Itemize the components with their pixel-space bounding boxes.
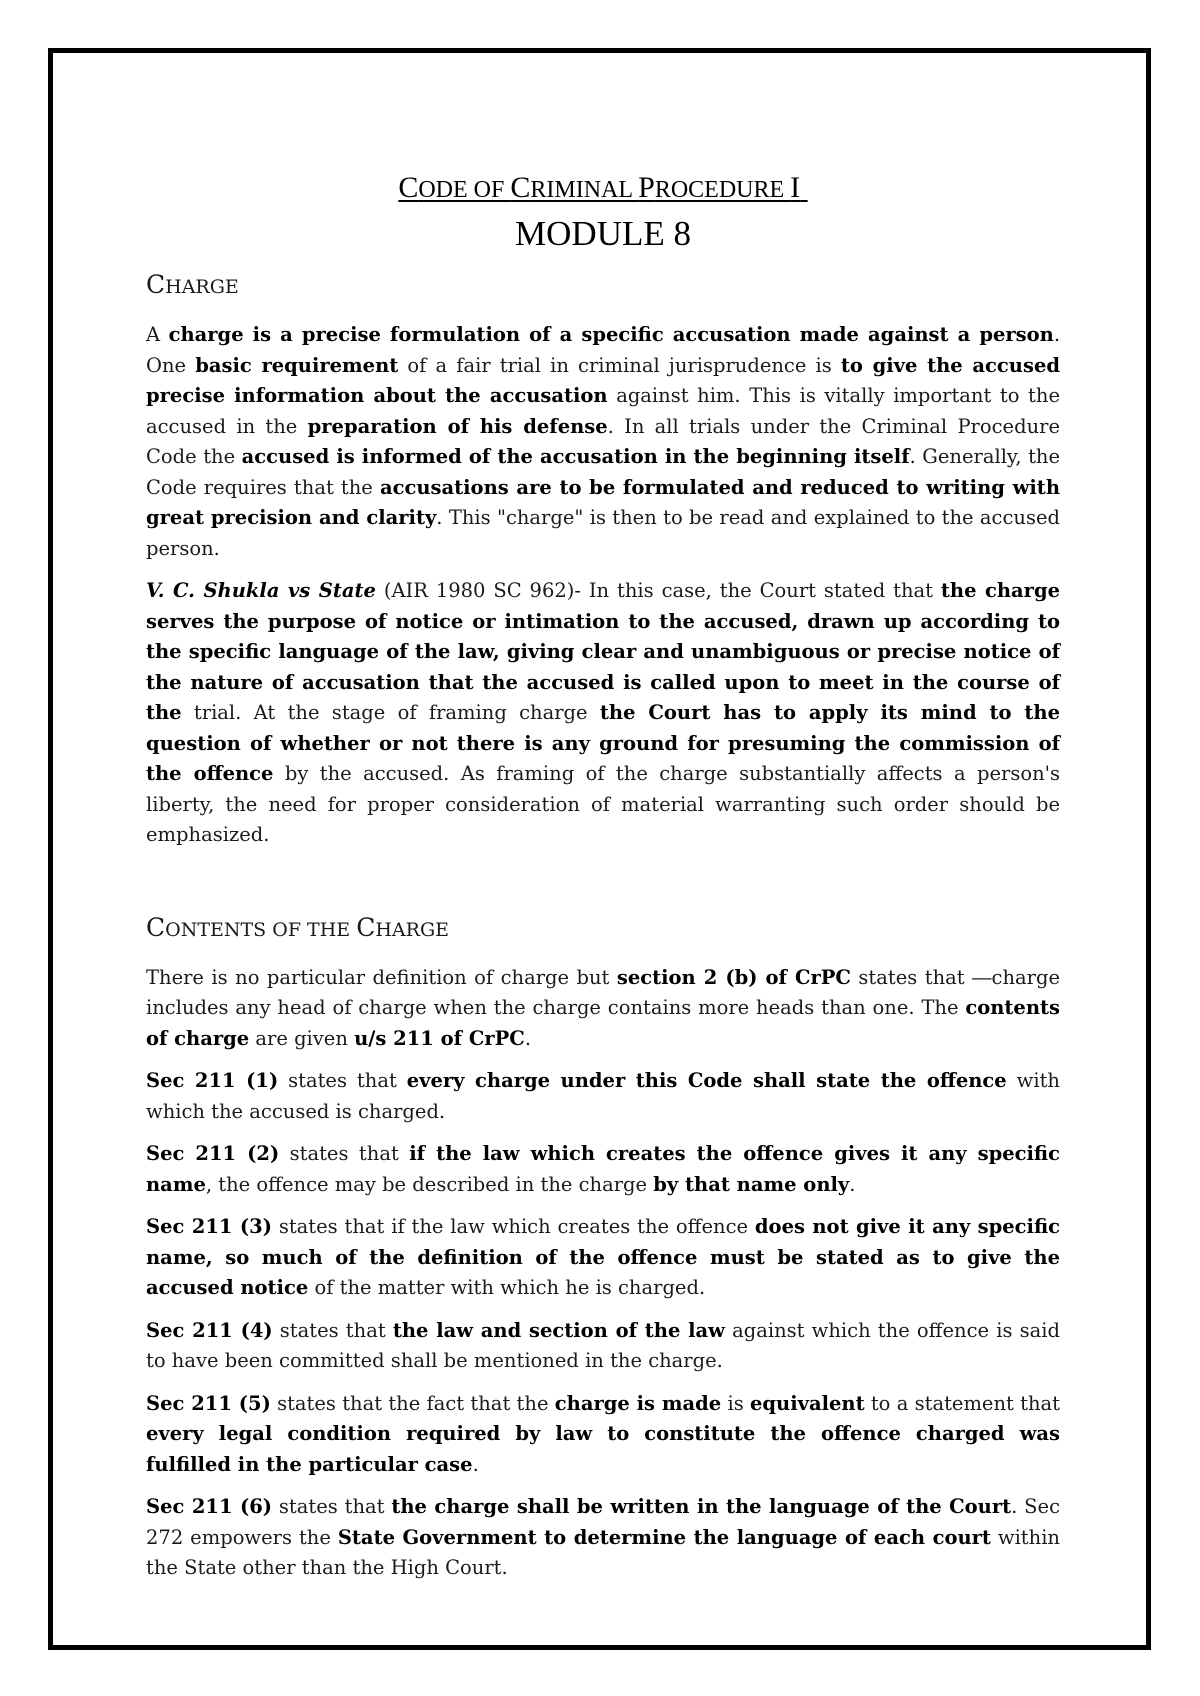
paragraph-contents-intro — [146, 963, 1060, 1055]
text-run: . In all trials under the Criminal Procedure Code the — [146, 414, 1060, 468]
text-run: states that — [278, 1069, 407, 1092]
text-run: . Sec 272 empowers the — [146, 1495, 1060, 1549]
text-run: states that ―charge includes any head of charge when the charge contains more heads than one. The — [146, 965, 1060, 1019]
paragraph-sec-211-2 — [146, 1139, 1060, 1200]
document-body — [146, 170, 1060, 1584]
text-run: is — [721, 1391, 750, 1415]
bold-text: equivalent — [749, 1391, 865, 1415]
bold-text: charge is made — [554, 1391, 722, 1415]
bold-text: Sec 211 (4) — [146, 1318, 273, 1342]
bold-text: u/s 211 of CrPC — [354, 1026, 525, 1050]
text-run: states that — [272, 1318, 393, 1342]
bold-text: the law and section of the law — [392, 1318, 725, 1342]
bold-text: accused is informed of the accusation in the beginning itself — [241, 445, 910, 468]
text-run: by the accused. As framing of the charge substantially affects a person's liberty, the need for proper consideration of material warranting such order should be emphasized. — [146, 762, 1060, 846]
bold-text: accusations are to be formulated and reduced to writing with great precision and clarity — [146, 475, 1060, 529]
bold-text: the charge serves the purpose of notice or intimation to the accused, drawn up according to the specific language of the law, giving clear and unambiguous or precise notice of the nature of accusation that the accused is called upon to meet in the course of the — [146, 579, 1060, 724]
bold-text: charge is a precise formulation of a specific accusation made against a person — [168, 323, 1054, 346]
text-run: states that — [279, 1142, 410, 1165]
bold-text: preparation of his defense — [307, 414, 608, 438]
text-run: states that if the law which creates the offence — [271, 1215, 755, 1238]
bold-text: the charge shall be written in the language of the Court — [391, 1495, 1012, 1518]
text-run: . One — [146, 323, 1061, 377]
bold-text: basic requirement — [195, 353, 399, 377]
document-title: CODE OF CRIMINAL PROCEDURE I — [398, 171, 801, 204]
text-run: of the matter with which he is charged. — [308, 1276, 706, 1299]
text-run: states that the fact that the — [270, 1391, 555, 1415]
bold-text: does not give it any specific name, so much of the definition of the offence must be stated as to give the accused notice — [146, 1215, 1061, 1299]
bold-text: section 2 (b) of CrPC — [616, 965, 851, 989]
text-run: . — [472, 1452, 479, 1476]
paragraph-case-shukla — [146, 576, 1060, 851]
text-run: within the State other than the High Court. — [146, 1525, 1060, 1579]
text-run: of a fair trial in criminal jurisprudence is — [398, 353, 841, 377]
text-run: There is no particular definition of charge but — [146, 965, 617, 989]
text-run: . — [849, 1172, 856, 1196]
paragraph-sec-211-6 — [146, 1492, 1060, 1584]
bold-text: the Court has to apply its mind to the question of whether or not there is any ground for presuming the commission of the offence — [146, 701, 1061, 785]
bold-text: Sec 211 (3) — [146, 1215, 272, 1238]
text-run: . This "charge" is then to be read and explained to the accused person. — [146, 506, 1060, 560]
text-run: are given — [249, 1026, 355, 1050]
section-heading-contents: CONTENTS OF THE CHARGE — [146, 912, 449, 942]
text-run: , the offence may be described in the charge — [205, 1172, 654, 1196]
text-run: against which the offence is said to have been committed shall be mentioned in the charge. — [146, 1318, 1060, 1372]
bold-text: contents of charge — [146, 996, 1060, 1050]
section-heading-charge: CHARGE — [146, 270, 239, 299]
paragraph-sec-211-5 — [146, 1389, 1060, 1481]
text-run: trial. At the stage of framing charge — [181, 701, 600, 724]
paragraph-sec-211-1 — [146, 1066, 1060, 1127]
text-run: (AIR 1980 SC 962)- In this case, the Court stated that — [375, 579, 941, 602]
text-run: A — [146, 323, 169, 346]
text-run: to a statement that — [864, 1391, 1060, 1415]
bold-text: if the law which creates the offence gives it any specific name — [146, 1142, 1060, 1196]
bold-text: Sec 211 (6) — [146, 1495, 273, 1518]
text-run: with which the accused is charged. — [146, 1069, 1060, 1123]
bold-text: Sec 211 (5) — [146, 1391, 271, 1415]
bold-text: every legal condition required by law to constitute the offence charged was fulfilled in the particular case — [146, 1422, 1060, 1476]
bold-text: State Government to determine the language of each court — [337, 1525, 991, 1549]
module-heading: MODULE 8 — [515, 214, 691, 253]
text-run: states that — [272, 1495, 392, 1518]
bold-text: by that name only — [653, 1172, 850, 1196]
text-run: . Generally, the Code requires that the — [146, 445, 1061, 499]
paragraph-charge-definition — [146, 320, 1060, 564]
bold-text: to give the accused precise information about the accusation — [146, 353, 1060, 407]
bold-text: Sec 211 (2) — [146, 1142, 280, 1165]
text-run: against him. This is vitally important to the accused in the — [146, 384, 1060, 438]
text-run: . — [524, 1026, 532, 1050]
paragraph-sec-211-3 — [146, 1212, 1060, 1304]
paragraph-sec-211-4 — [146, 1316, 1060, 1377]
case-name: V. C. Shukla vs State — [146, 579, 376, 602]
bold-text: every charge under this Code shall state the offence — [406, 1069, 1007, 1092]
contents-paragraphs — [146, 963, 1060, 1584]
bold-text: Sec 211 (1) — [146, 1069, 279, 1092]
